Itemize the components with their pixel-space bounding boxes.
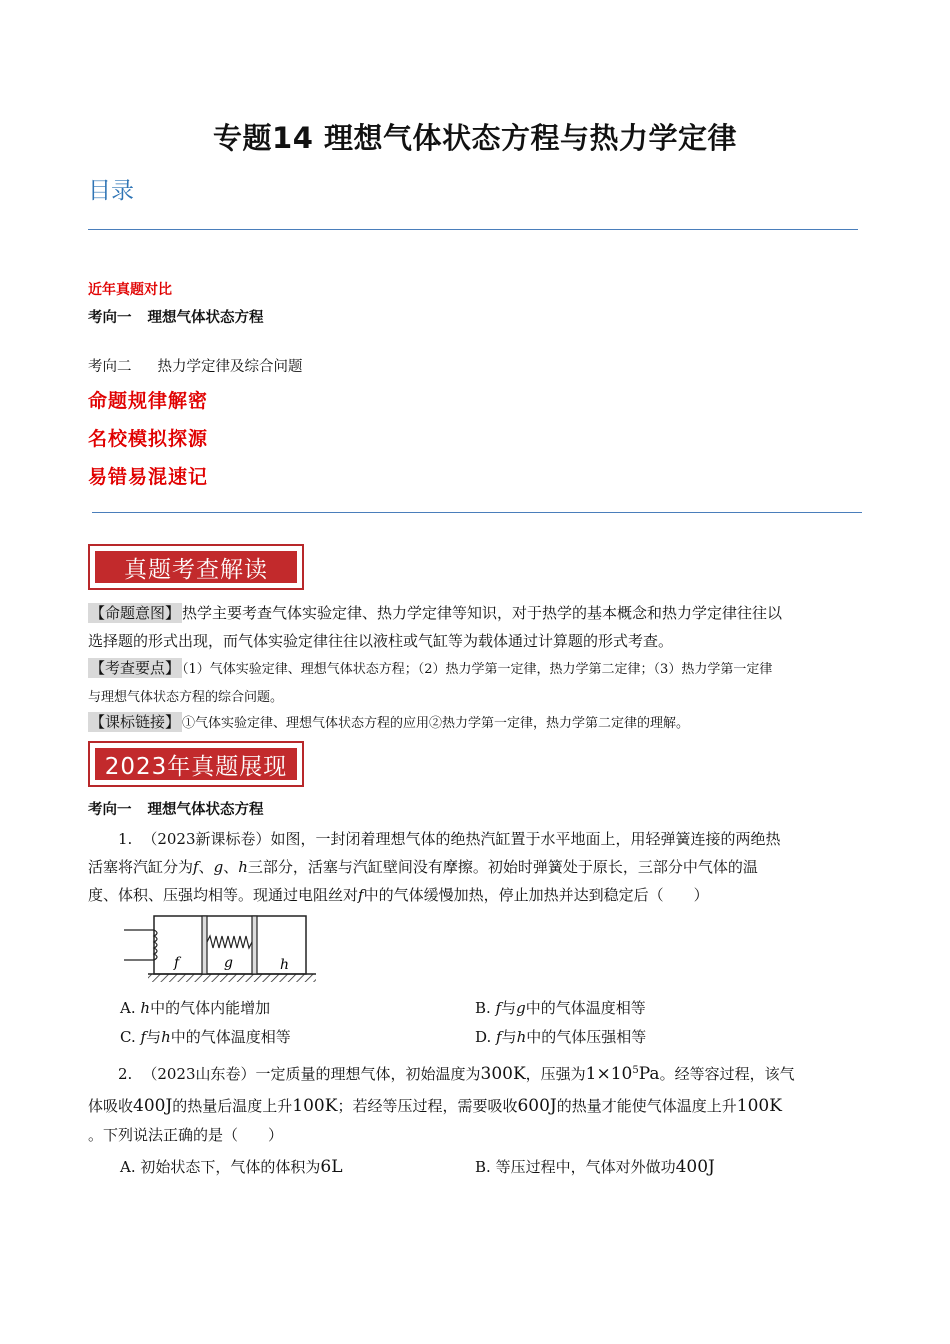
label-f: f xyxy=(174,955,180,971)
q2-t0: 300K xyxy=(480,1064,526,1084)
q1-option-c[interactable] xyxy=(120,1026,291,1047)
q1-option-d-var1: f xyxy=(496,1028,502,1046)
q2-heat-1: 400J xyxy=(133,1096,173,1116)
purpose-text-2: 选择题的形式出现，而气体实验定律往往以液柱或气缸等为载体通过计算题的形式考查。 xyxy=(88,632,674,650)
intro-keypoints xyxy=(88,655,868,711)
q1-var-g: g xyxy=(213,858,224,876)
banner-exam-analysis-text: 真题考查解读 xyxy=(124,556,268,583)
toc-heading: 目录 xyxy=(88,178,134,204)
q2-line-1a: （2023山东卷）一定质量的理想气体，初始温度为 xyxy=(142,1065,481,1083)
ground-hatch xyxy=(148,974,316,982)
label-g: g xyxy=(224,955,233,971)
q2-line-1c: 。经等容过程，该气 xyxy=(659,1065,795,1083)
toc-item-2-text: 热力学定律及综合问题 xyxy=(157,359,303,375)
keypoints-text-1: （1）气体实验定律、理想气体状态方程；（2）热力学第一定律，热力学第二定律；（3）热力学第一定律 xyxy=(182,662,773,677)
q1-var-f: f xyxy=(193,858,199,876)
q2-option-b-value: 400J xyxy=(675,1157,715,1177)
q2-line-2d: 的热量才能使气体温度上升 xyxy=(556,1097,737,1115)
q2-option-b-text: 等压过程中，气体对外做功 xyxy=(495,1158,676,1176)
q1-option-b-var2: g xyxy=(516,999,526,1017)
q2-option-a-letter: A. xyxy=(120,1158,136,1176)
q1-option-d-text2: 中的气体压强相等 xyxy=(526,1028,647,1046)
piston-right xyxy=(252,916,257,974)
toc-section-mock[interactable]: 名校模拟探源 xyxy=(88,428,209,450)
q2-line-3: 。下列说法正确的是（ ） xyxy=(88,1126,284,1144)
q1-sep-1: 、 xyxy=(198,858,214,876)
toc-section-rules[interactable]: 命题规律解密 xyxy=(88,390,209,412)
q2-line-2b: 的热量后温度上升 xyxy=(172,1097,293,1115)
tag-purpose: 【命题意图】 xyxy=(90,604,181,622)
q2-p0-exp: 5 xyxy=(632,1065,639,1076)
intro-curriculum xyxy=(88,708,868,738)
q1-option-d-var2: h xyxy=(516,1028,527,1046)
q2-heat-2: 600J xyxy=(517,1096,557,1116)
intro-purpose xyxy=(88,599,868,655)
q1-var-h: h xyxy=(238,858,248,876)
q1-option-a-var: h xyxy=(140,999,151,1017)
q1-line-2b: 三部分，活塞与汽缸壁间没有摩擦。初始时弹簧处于原长，三部分中气体的温 xyxy=(247,858,758,876)
question-1 xyxy=(88,825,868,909)
purpose-text-1: 热学主要考查气体实验定律、热力学定律等知识，对于热学的基本概念和热力学定律往往以 xyxy=(182,604,783,622)
banner-exam-analysis xyxy=(88,544,304,590)
curriculum-text: ①气体实验定律、理想气体状态方程的应用②热力学第一定律，热力学第二定律的理解。 xyxy=(182,716,690,731)
toc-item-1-text: 理想气体状态方程 xyxy=(147,310,264,326)
label-h: h xyxy=(280,957,290,973)
toc-section-mistakes[interactable]: 易错易混速记 xyxy=(88,466,209,488)
q1-line-3b: 中的气体缓慢加热，停止加热并达到稳定后（ ） xyxy=(363,886,709,904)
q1-option-b-letter: B. xyxy=(475,999,491,1017)
q1-option-b[interactable] xyxy=(475,997,646,1018)
q2-p0-base: 1×10 xyxy=(585,1064,633,1084)
q1-option-a-letter: A. xyxy=(120,999,136,1017)
cylinder-diagram xyxy=(120,912,320,982)
q2-p0-unit: Pa xyxy=(638,1064,660,1084)
q1-option-c-var1: f xyxy=(140,1028,147,1046)
q1-option-a[interactable] xyxy=(120,997,270,1018)
q1-number: 1. xyxy=(118,830,133,848)
q1-option-d[interactable] xyxy=(475,1026,646,1047)
tag-curriculum: 【课标链接】 xyxy=(90,713,181,731)
q1-option-b-var1: f xyxy=(495,999,502,1017)
toc-top-divider xyxy=(88,229,858,230)
q2-option-b-letter: B. xyxy=(475,1158,491,1176)
q1-option-b-text: 与 xyxy=(501,999,517,1017)
section-1-text: 理想气体状态方程 xyxy=(147,802,264,818)
q1-var-f-2: f xyxy=(358,886,364,904)
piston-left xyxy=(202,916,207,974)
q1-option-c-letter: C. xyxy=(120,1028,136,1046)
q1-option-c-text2: 中的气体温度相等 xyxy=(170,1028,291,1046)
toc-item-2[interactable] xyxy=(88,355,303,376)
page-title: 专题14 理想气体状态方程与热力学定律 xyxy=(213,121,737,155)
q1-option-d-text: 与 xyxy=(501,1028,517,1046)
toc-recent-link[interactable]: 近年真题对比 xyxy=(88,282,172,298)
toc-bottom-divider xyxy=(92,512,862,513)
q2-line-2c: ；若经等压过程，需要吸收 xyxy=(337,1097,518,1115)
q2-option-b[interactable] xyxy=(475,1156,715,1177)
q2-line-2a: 体吸收 xyxy=(88,1097,134,1115)
q2-option-a-value: 6L xyxy=(320,1157,343,1177)
section-1-label: 考向一 xyxy=(88,802,132,818)
question-2 xyxy=(88,1055,888,1148)
q2-dt-2: 100K xyxy=(736,1096,782,1116)
q1-line-3: 度、体积、压强均相等。现通过电阻丝对 xyxy=(88,886,359,904)
toc-item-1[interactable] xyxy=(88,306,264,327)
banner-2023-exams-text: 2023年真题展现 xyxy=(104,753,288,780)
banner-2023-exams xyxy=(88,741,304,787)
q1-line-2a: 活塞将汽缸分为 xyxy=(88,858,194,876)
q1-option-c-var2: h xyxy=(161,1028,171,1046)
q2-option-a[interactable] xyxy=(120,1156,343,1177)
toc-item-1-label: 考向一 xyxy=(88,310,132,326)
q1-option-a-text: 中的气体内能增加 xyxy=(150,999,271,1017)
spring xyxy=(207,936,252,948)
q1-option-d-letter: D. xyxy=(475,1028,492,1046)
toc-item-2-label: 考向二 xyxy=(88,359,132,375)
keypoints-text-2: 与理想气体状态方程的综合问题。 xyxy=(88,690,284,705)
q2-dt-1: 100K xyxy=(292,1096,338,1116)
q1-option-c-text: 与 xyxy=(146,1028,162,1046)
q2-option-a-text: 初始状态下，气体的体积为 xyxy=(140,1158,321,1176)
q1-sep-2: 、 xyxy=(223,858,239,876)
tag-keypoints: 【考查要点】 xyxy=(90,659,181,677)
q2-line-1b: ，压强为 xyxy=(525,1065,586,1083)
q2-number: 2. xyxy=(118,1065,133,1083)
q1-line-1: （2023新课标卷）如图，一封闭着理想气体的绝热汽缸置于水平地面上，用轻弹簧连接的两绝热 xyxy=(142,830,781,848)
section-1-heading xyxy=(88,798,264,819)
q1-option-b-text2: 中的气体温度相等 xyxy=(525,999,646,1017)
